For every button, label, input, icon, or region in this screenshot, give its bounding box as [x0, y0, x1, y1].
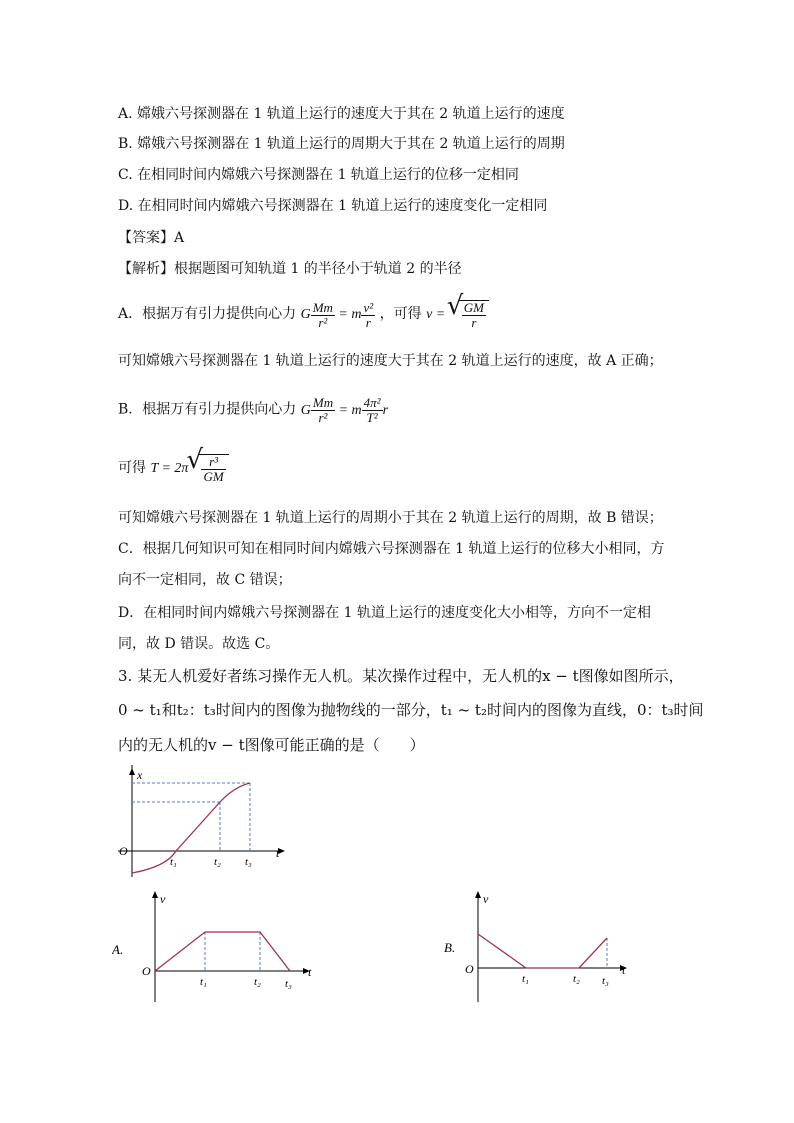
option-b: B. 嫦娥六号探测器在 1 轨道上运行的周期大于其在 2 轨道上运行的周期 [118, 136, 565, 152]
b-y-label: v [483, 892, 489, 906]
formula-velocity: v = √ $\frac{GM}{r}$ [426, 307, 489, 322]
option-a: A. 嫦娥六号探测器在 1 轨道上运行的速度大于其在 2 轨道上运行的速度 [118, 106, 565, 122]
b-t1: t₁ [522, 973, 529, 985]
question3-line1: 3. 某无人机爱好者练习操作无人机。某次操作过程中，无人机的x − t图像如图所示， [118, 667, 684, 685]
choice-b-graph [438, 886, 638, 1004]
analysis-a-mid: ，可得 [379, 306, 422, 323]
xt-t3: t₃ [245, 856, 252, 868]
formula-period: T = 2π √ $\frac{\text{r³}}{GM}$ [150, 461, 228, 476]
question3-line2: 0 ~ t₁和t₂：t₃时间内的图像为抛物线的一部分，t₁ ~ t₂时间内的图像为直线，0：t₃时间 [118, 701, 704, 719]
choice-a-label: A. [112, 942, 124, 957]
analysis-b-formula [118, 396, 388, 425]
b-x-label: t [622, 963, 626, 977]
a-x-label: t [308, 965, 312, 979]
choice-a-graph [112, 886, 322, 1004]
analysis-b-prefix: B．根据万有引力提供向心力 [118, 401, 297, 418]
xt-y-label: x [137, 768, 143, 782]
analysis-d-line1: D．在相同时间内嫦娥六号探测器在 1 轨道上运行的速度变化大小相等，方向不一定相 [118, 605, 652, 621]
analysis-d-line2: 同，故 D 错误。故选 C。 [118, 636, 280, 652]
xt-x-label: t [276, 846, 280, 860]
analysis-a-prefix: A．根据万有引力提供向心力 [118, 306, 297, 323]
b-origin: O [465, 962, 474, 976]
analysis-intro: 【解析】根据题图可知轨道 1 的半径小于轨道 2 的半径 [118, 261, 462, 277]
option-c: C. 在相同时间内嫦娥六号探测器在 1 轨道上运行的位移一定相同 [118, 167, 519, 183]
choice-b-label: B. [444, 940, 456, 955]
xt-origin: O [119, 844, 128, 858]
question3-line3: 内的无人机的v − t图像可能正确的是（ ） [118, 736, 425, 754]
xt-y-arrow [129, 768, 135, 775]
a-curve [155, 932, 290, 971]
b-y-arrow [475, 891, 481, 898]
b-t3: t₃ [602, 975, 609, 987]
b-curve [478, 934, 607, 968]
b-t2: t₂ [573, 973, 580, 985]
xt-t1: t₁ [170, 856, 177, 868]
analysis-b-result-prefix: 可得 [118, 460, 146, 477]
a-t1: t₁ [200, 976, 207, 988]
analysis-c-line2: 向不一定相同，故 C 错误； [118, 572, 292, 588]
analysis-b-conclusion: 可知嫦娥六号探测器在 1 轨道上运行的周期小于其在 2 轨道上运行的周期，故 B 错误； [118, 510, 663, 526]
option-d: D. 在相同时间内嫦娥六号探测器在 1 轨道上运行的速度变化一定相同 [118, 198, 548, 214]
a-origin: O [142, 964, 151, 978]
formula-gravity-b: G $\frac{Mm}{\text{r²}}$ = m $\frac{\text{4π²}}{\text{T²}}$ r [300, 395, 389, 425]
answer: 【答案】A [118, 230, 185, 246]
formula-gravity-a: G $\frac{Mm}{\text{r²}}$ = m $\frac{\text{v²}}{r}$ [300, 299, 374, 330]
analysis-a-conclusion: 可知嫦娥六号探测器在 1 轨道上运行的速度大于其在 2 轨道上运行的速度，故 A 正确； [118, 353, 663, 369]
a-t2: t₂ [254, 976, 261, 988]
analysis-b-result [118, 454, 229, 484]
analysis-a-formula [118, 300, 489, 330]
a-t3: t₃ [285, 978, 292, 990]
xt-graph [110, 765, 300, 883]
analysis-c-line1: C．根据几何知识可知在相同时间内嫦娥六号探测器在 1 轨道上运行的位移大小相同，方 [118, 541, 665, 557]
xt-t2: t₂ [214, 856, 221, 868]
a-y-label: v [160, 892, 166, 906]
a-y-arrow [152, 891, 158, 898]
xt-curve [132, 783, 250, 873]
